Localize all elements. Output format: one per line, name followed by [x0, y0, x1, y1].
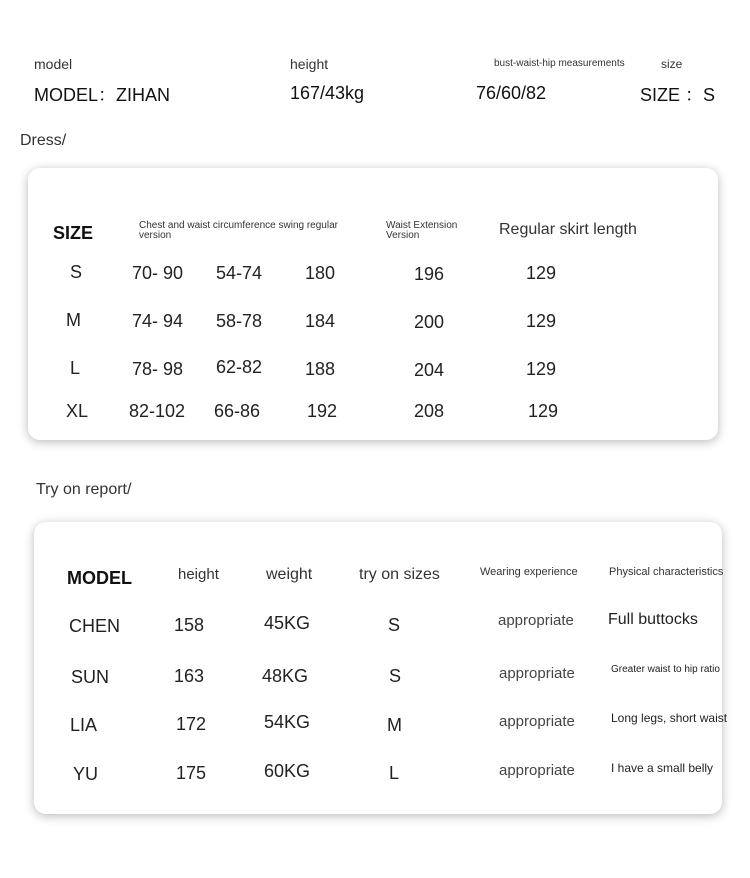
dress-cell-chest: 78- 98: [132, 359, 184, 379]
tryon-cell-experience: appropriate: [499, 713, 575, 730]
dress-cell-waist: 54-74: [216, 263, 263, 283]
tryon-section-title: Try on report/: [36, 481, 132, 498]
tryon-cell-model: CHEN: [69, 616, 121, 636]
tryon-cell-weight: 45KG: [264, 613, 311, 633]
dress-cell-waist: 62-82: [216, 357, 263, 377]
height-label: height: [290, 56, 329, 72]
tryon-cell-model: YU: [73, 764, 99, 784]
tryon-cell-model: LIA: [70, 715, 98, 735]
dress-cell-chest: 70- 90: [132, 263, 184, 283]
dress-cell-chest: 74- 94: [132, 311, 184, 331]
dress-size-table: [28, 168, 718, 440]
dress-cell-swing: 188: [305, 359, 336, 379]
tryon-cell-size: M: [387, 715, 402, 735]
dress-cell-waist-ext: 200: [414, 312, 445, 332]
dress-cell-length: 129: [528, 401, 559, 421]
measurements-label: bust-waist-hip measurements: [494, 58, 625, 69]
dress-cell-length: 129: [526, 263, 557, 283]
size-label: size: [661, 57, 683, 71]
tryon-cell-model: SUN: [71, 667, 110, 687]
dress-cell-size: XL: [66, 401, 89, 421]
dress-cell-length: 129: [526, 311, 557, 331]
tryon-cell-size: S: [389, 666, 402, 686]
tryon-header-weight: weight: [266, 566, 313, 583]
tryon-cell-experience: appropriate: [499, 665, 575, 682]
dress-cell-waist: 58-78: [216, 311, 263, 331]
dress-cell-swing: 180: [305, 263, 336, 283]
tryon-cell-weight: 54KG: [264, 712, 311, 732]
measurements-value: 76/60/82: [476, 83, 547, 103]
dress-header-chest-waist: Chest and waist circumference swing regular version: [139, 220, 338, 241]
dress-cell-size: M: [66, 310, 81, 330]
tryon-cell-size: S: [388, 615, 401, 635]
dress-cell-waist-ext: 208: [414, 401, 445, 421]
dress-cell-swing: 192: [307, 401, 338, 421]
height-value: 167/43kg: [290, 83, 365, 103]
dress-header-size: SIZE: [53, 223, 94, 243]
tryon-header-physical: Physical characteristics: [609, 566, 724, 578]
dress-cell-waist-ext: 196: [414, 264, 445, 284]
dress-cell-swing: 184: [305, 311, 336, 331]
tryon-header-sizes: try on sizes: [359, 566, 440, 583]
tryon-cell-physical: I have a small belly: [611, 761, 714, 775]
tryon-cell-height: 172: [176, 714, 207, 734]
dress-cell-length: 129: [526, 359, 557, 379]
tryon-cell-height: 163: [174, 666, 205, 686]
dress-cell-waist-ext: 204: [414, 360, 445, 380]
tryon-cell-height: 158: [174, 615, 205, 635]
tryon-header-experience: Wearing experience: [480, 566, 578, 578]
tryon-cell-physical: Long legs, short waist: [611, 711, 728, 725]
dress-cell-chest: 82-102: [129, 401, 186, 421]
tryon-header-model: MODEL: [67, 568, 132, 588]
tryon-cell-weight: 48KG: [262, 666, 309, 686]
dress-cell-waist: 66-86: [214, 401, 261, 421]
tryon-report-table: [34, 522, 728, 814]
tryon-cell-physical: Greater waist to hip ratio: [611, 664, 720, 675]
tryon-cell-experience: appropriate: [498, 612, 574, 629]
model-value: MODEL：ZIHAN: [34, 85, 171, 105]
size-value: SIZE ：S: [640, 85, 716, 105]
dress-header-waist-extension: Waist Extension Version: [386, 220, 458, 241]
tryon-cell-size: L: [389, 763, 400, 783]
tryon-cell-height: 175: [176, 763, 207, 783]
model-label: model: [34, 56, 73, 72]
dress-cell-size: L: [70, 358, 81, 378]
tryon-cell-experience: appropriate: [499, 762, 575, 779]
dress-section-title: Dress/: [20, 132, 67, 149]
tryon-header-height: height: [178, 566, 219, 583]
dress-header-skirt-length: Regular skirt length: [499, 221, 637, 238]
tryon-cell-weight: 60KG: [264, 761, 311, 781]
tryon-cell-physical: Full buttocks: [608, 611, 698, 628]
dress-cell-size: S: [70, 262, 83, 282]
